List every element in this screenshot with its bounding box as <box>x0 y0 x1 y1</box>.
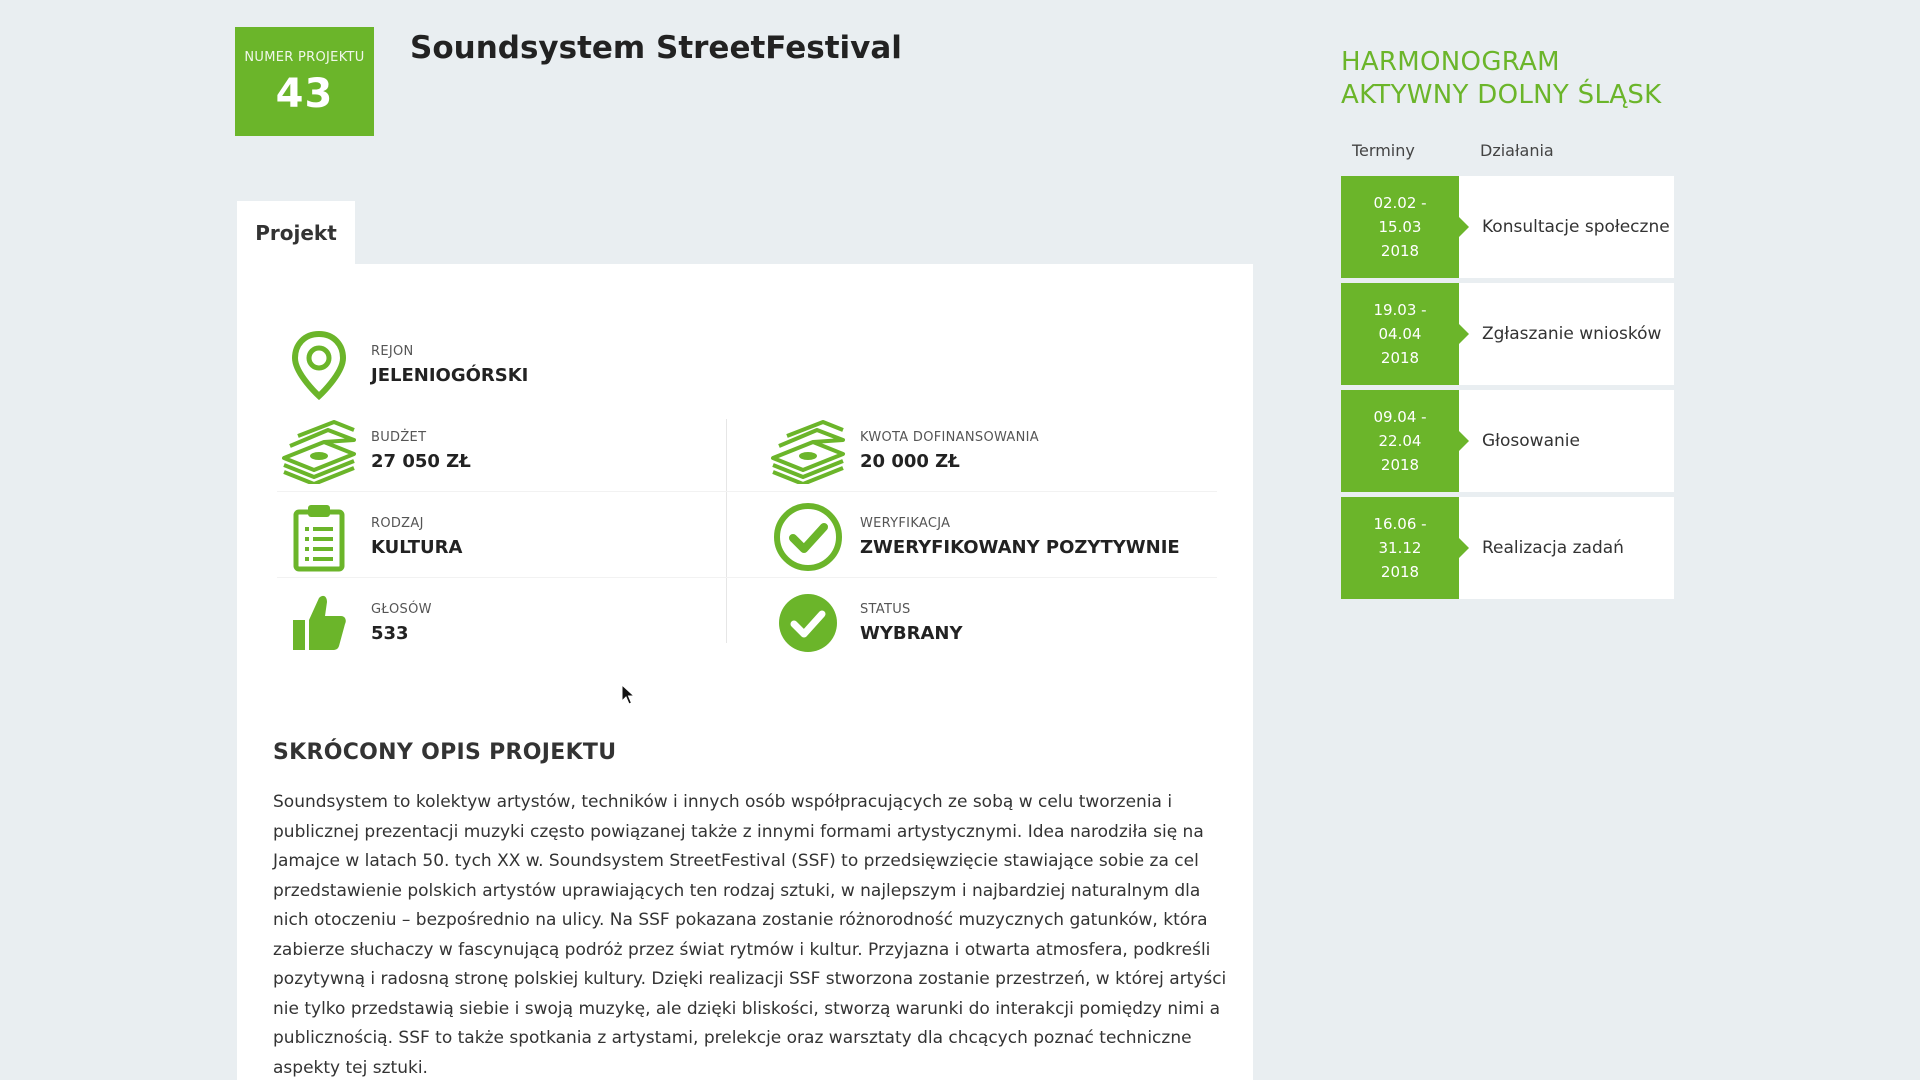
column-divider <box>726 419 727 643</box>
project-number: 43 <box>275 71 334 117</box>
tab-projekt[interactable]: Projekt <box>237 201 355 265</box>
project-number-badge <box>235 27 374 136</box>
schedule-date-line: 31.12 <box>1378 539 1422 557</box>
schedule-title-line1: HARMONOGRAM <box>1341 47 1560 77</box>
info-status <box>768 587 963 659</box>
budget-value: 27 050 ZŁ <box>371 451 471 472</box>
schedule-date-line: 09.04 - <box>1373 408 1427 426</box>
schedule-action: Zgłaszanie wniosków <box>1482 324 1662 344</box>
schedule-date-line: 2018 <box>1380 456 1420 474</box>
description-heading: SKRÓCONY OPIS PROJEKTU <box>273 740 617 765</box>
info-verification <box>768 501 1180 573</box>
schedule-title-line2: AKTYWNY DOLNY ŚLĄSK <box>1341 80 1662 110</box>
info-budget <box>279 415 471 487</box>
description-text: Soundsystem to kolektyw artystów, techników i innych osób współpracujących ze sobą w celu tworzenia i publicznej prezentacji muzyki często powiązanej także z innymi formami artystycznymi. Idea narodziła się na Jamajce w latach 50. tych XX w. Soundsystem StreetFestival (SSF) to przedsięwzięcie stawiające sobie za cel przedstawienie polskich artystów uprawiających ten rodzaj sztuki, w najlepszym i najbardziej naturalnym dla nich otoczeniu – bezpośrednio na ulicy. Na SSF pokazana zostanie różnorodność muzycznych gatunków, która zabierze słuchaczy w fascynującą podróż przez świat rytmów i kultur. Przyjazna i otwarta atmosfera, podkreśli pozytywną i radosną stronę polskiej kultury. Dzięki realizacji SSF stworzona zostanie przestrzeń, w której artyści nie tylko przedstawią siebie i swoją muzykę, ale dzięki bliskości, stworzą warunki do interakcji pomiędzy nimi a publicznością. SSF to także spotkania z artystami, prelekcje oraz warsztaty dla chcących poznać techniczne aspekty tej sztuki. <box>273 792 1227 1078</box>
schedule-table <box>1341 176 1674 604</box>
schedule-date <box>1341 283 1459 385</box>
schedule-date-line: 2018 <box>1380 349 1420 367</box>
schedule-date <box>1341 390 1459 492</box>
schedule-date-line: 19.03 - <box>1373 301 1427 319</box>
schedule-row <box>1341 283 1674 385</box>
status-value: WYBRANY <box>860 623 963 644</box>
votes-label: GŁOSÓW <box>371 602 432 617</box>
info-funding <box>768 415 1039 487</box>
funding-value: 20 000 ZŁ <box>860 451 960 472</box>
status-label: STATUS <box>860 602 911 617</box>
schedule-date-line: 16.06 - <box>1373 515 1427 533</box>
location-pin-icon <box>279 329 359 401</box>
schedule-date-line: 02.02 - <box>1373 194 1427 212</box>
funding-label: KWOTA DOFINANSOWANIA <box>860 430 1039 445</box>
verification-label: WERYFIKACJA <box>860 516 951 531</box>
schedule-row <box>1341 390 1674 492</box>
schedule-date-line: 2018 <box>1380 242 1420 260</box>
schedule-date <box>1341 497 1459 599</box>
info-type <box>279 501 462 573</box>
check-circle-outline-icon <box>768 501 848 573</box>
money-stack-icon <box>768 415 848 487</box>
region-value: JELENIOGÓRSKI <box>371 365 529 386</box>
schedule-date-line: 2018 <box>1380 563 1420 581</box>
budget-label: BUDŻET <box>371 430 427 445</box>
region-label: REJON <box>371 344 414 359</box>
schedule-row <box>1341 176 1674 278</box>
schedule-action: Konsultacje społeczne <box>1482 217 1670 237</box>
info-votes <box>279 587 432 659</box>
row-divider <box>277 577 1217 578</box>
schedule-col-actions: Działania <box>1480 141 1554 160</box>
schedule-date-line: 22.04 <box>1378 432 1422 450</box>
schedule-row <box>1341 497 1674 599</box>
schedule-date <box>1341 176 1459 278</box>
mouse-cursor-icon <box>621 684 635 710</box>
verification-value: ZWERYFIKOWANY POZYTYWNIE <box>860 537 1180 558</box>
check-circle-filled-icon <box>768 587 848 659</box>
votes-value: 533 <box>371 623 409 644</box>
project-details-card <box>237 264 1253 1080</box>
thumbs-up-icon <box>279 587 359 659</box>
schedule-date-line: 04.04 <box>1378 325 1422 343</box>
project-number-label: NUMER PROJEKTU <box>244 50 365 65</box>
type-label: RODZAJ <box>371 516 424 531</box>
money-stack-icon <box>279 415 359 487</box>
type-value: KULTURA <box>371 537 463 558</box>
page-title: Soundsystem StreetFestival <box>410 30 902 66</box>
schedule-title <box>1341 46 1661 112</box>
clipboard-icon <box>279 501 359 573</box>
schedule-date-line: 15.03 <box>1378 218 1422 236</box>
schedule-action: Głosowanie <box>1482 431 1580 451</box>
schedule-action: Realizacja zadań <box>1482 538 1624 558</box>
schedule-col-dates: Terminy <box>1352 141 1415 160</box>
row-divider <box>277 491 1217 492</box>
info-region <box>279 329 528 401</box>
